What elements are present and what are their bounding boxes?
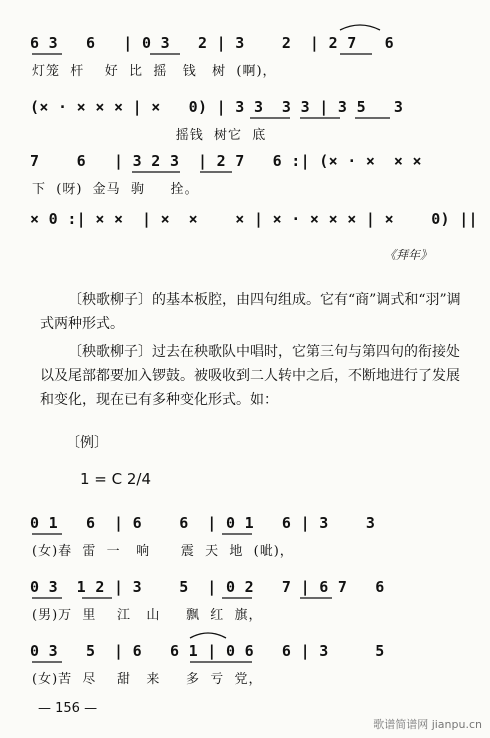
- example-line-2-notes: 0 3 1 2 | 3 5 | 0 2 7 | 6 7 6: [30, 578, 385, 596]
- key-signature: 1 = C 2/4: [80, 470, 152, 488]
- score-line-3-lyrics: 下 (呀) 金马 驹 拴。: [32, 182, 199, 197]
- example-line-1-lyrics: (女)春 雷 一 响 震 天 地 (呲)，: [32, 544, 294, 559]
- example-line-3-notes: 0 3 5 | 6 6 1 | 0 6 6 | 3 5: [30, 642, 385, 660]
- score-line-1-lyrics: 灯笼 杆 好 比 摇 钱 树 (啊)，: [32, 64, 277, 79]
- slur: [190, 633, 226, 638]
- example-label: 〔例〕: [66, 435, 108, 451]
- example-line-3-lyrics: (女)苦 尽 甜 来 多 亏 党，: [32, 672, 263, 687]
- example-line-1-notes: 0 1 6 | 6 6 | 0 1 6 | 3 3: [30, 514, 376, 532]
- example-line-2-lyrics: (男)万 里 江 山 飘 红 旗，: [32, 608, 263, 623]
- paragraph-1: 〔秧歌柳子〕的基本板腔，由四句组成。它有“商”调式和“羽”调式两种形式。: [40, 292, 461, 332]
- watermark: 歌谱简谱网 jianpu.cn: [373, 718, 482, 731]
- score-line-3-notes: 7 6 | 3 2 3 | 2 7 6 :| (× · × × ×: [30, 152, 422, 170]
- paragraph-2: 〔秧歌柳子〕过去在秧歌队中唱时，它第三句与第四句的衔接处以及尾部都要加入锣鼓。被吸收到二人转中之后，不断地进行了发展和变化，现在已有多种变化形式。如：: [40, 344, 460, 408]
- slur: [340, 25, 380, 30]
- score-line-2-notes: (× · × × × | × 0) | 3 3 3 3 | 3 5 3: [30, 98, 404, 116]
- score-line-4-notes: × 0 :| × × | × × × | × · × × × | × 0) ||: [30, 210, 478, 228]
- score-line-2-lyrics: 摇钱 树它 底: [32, 128, 267, 143]
- score-line-1-notes: 6 3 6 | 0 3 2 | 3 2 | 2 7 6: [30, 34, 394, 52]
- page-number: — 156 —: [38, 701, 98, 716]
- song-source-caption: 《拜年》: [383, 248, 432, 262]
